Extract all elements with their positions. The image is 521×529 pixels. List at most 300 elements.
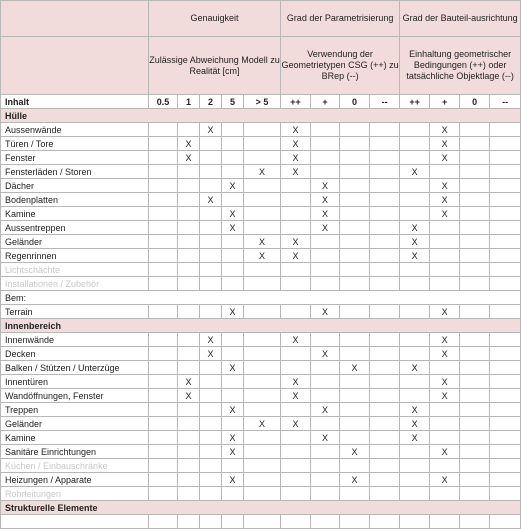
mark-cell xyxy=(400,305,430,319)
mark-cell xyxy=(370,179,400,193)
mark-cell: X xyxy=(178,375,200,389)
mark-cell: X xyxy=(340,445,370,459)
header-group-parametrization: Grad der Parametrisierung xyxy=(281,1,400,37)
mark-cell xyxy=(460,473,490,487)
mark-cell xyxy=(222,137,244,151)
mark-cell xyxy=(281,403,311,417)
mark-cell xyxy=(311,151,340,165)
mark-cell xyxy=(149,235,178,249)
mark-cell xyxy=(340,431,370,445)
header-group-accuracy: Genauigkeit xyxy=(149,1,281,37)
mark-cell: X xyxy=(222,445,244,459)
table-row xyxy=(1,179,521,193)
mark-cell xyxy=(340,151,370,165)
mark-cell: X xyxy=(200,333,222,347)
mark-cell xyxy=(490,445,521,459)
mark-cell xyxy=(430,235,460,249)
mark-cell xyxy=(370,263,400,277)
mark-cell xyxy=(200,305,222,319)
mark-cell xyxy=(340,165,370,179)
mark-cell xyxy=(400,333,430,347)
mark-cell xyxy=(490,403,521,417)
table-row xyxy=(1,123,521,137)
mark-cell: X xyxy=(222,473,244,487)
column-header: -- xyxy=(370,95,400,109)
mark-cell: X xyxy=(311,431,340,445)
mark-cell xyxy=(460,403,490,417)
mark-cell xyxy=(222,347,244,361)
mark-cell xyxy=(281,221,311,235)
mark-cell xyxy=(430,487,460,501)
mark-cell xyxy=(200,445,222,459)
mark-cell: X xyxy=(281,235,311,249)
mark-cell xyxy=(400,151,430,165)
mark-cell xyxy=(460,165,490,179)
mark-cell xyxy=(370,375,400,389)
mark-cell xyxy=(490,249,521,263)
mark-cell xyxy=(200,249,222,263)
mark-cell: X xyxy=(311,403,340,417)
mark-cell xyxy=(200,375,222,389)
mark-cell xyxy=(340,193,370,207)
table-row xyxy=(1,473,521,487)
mark-cell xyxy=(490,193,521,207)
column-header: 1 xyxy=(178,95,200,109)
mark-cell xyxy=(178,333,200,347)
mark-cell xyxy=(400,389,430,403)
mark-cell xyxy=(370,445,400,459)
mark-cell xyxy=(222,277,244,291)
mark-cell xyxy=(281,347,311,361)
mark-cell xyxy=(370,277,400,291)
row-label: Geländer xyxy=(1,417,149,431)
mark-cell: X xyxy=(430,333,460,347)
mark-cell xyxy=(244,431,281,445)
mark-cell xyxy=(149,445,178,459)
mark-cell xyxy=(370,403,400,417)
mark-cell xyxy=(281,179,311,193)
row-label: Küchen / Einbauschränke xyxy=(1,459,149,473)
mark-cell xyxy=(178,473,200,487)
mark-cell xyxy=(490,277,521,291)
mark-cell xyxy=(370,235,400,249)
row-label: Innentüren xyxy=(1,375,149,389)
mark-cell xyxy=(200,417,222,431)
mark-cell xyxy=(430,417,460,431)
row-label: Fensterläden / Storen xyxy=(1,165,149,179)
table-row xyxy=(1,403,521,417)
mark-cell xyxy=(200,459,222,473)
mark-cell xyxy=(370,193,400,207)
mark-cell xyxy=(149,333,178,347)
mark-cell xyxy=(400,473,430,487)
mark-cell xyxy=(222,389,244,403)
mark-cell: X xyxy=(311,305,340,319)
mark-cell xyxy=(149,305,178,319)
column-header: 0.5 xyxy=(149,95,178,109)
mark-cell: X xyxy=(244,417,281,431)
mark-cell: X xyxy=(222,305,244,319)
mark-cell xyxy=(370,333,400,347)
mark-cell xyxy=(490,207,521,221)
table-row xyxy=(1,389,521,403)
mark-cell xyxy=(460,389,490,403)
mark-cell xyxy=(400,445,430,459)
mark-cell xyxy=(400,179,430,193)
row-label: Türen / Tore xyxy=(1,137,149,151)
mark-cell xyxy=(222,459,244,473)
mark-cell xyxy=(178,361,200,375)
mark-cell: X xyxy=(311,221,340,235)
mark-cell: X xyxy=(400,165,430,179)
header-empty xyxy=(1,1,149,37)
mark-cell xyxy=(460,347,490,361)
mark-cell: X xyxy=(430,193,460,207)
mark-cell xyxy=(281,473,311,487)
row-label: Terrain xyxy=(1,305,149,319)
column-header: -- xyxy=(490,95,521,109)
mark-cell xyxy=(460,417,490,431)
mark-cell xyxy=(149,221,178,235)
mark-cell xyxy=(281,459,311,473)
mark-cell xyxy=(400,487,430,501)
mark-cell xyxy=(400,375,430,389)
mark-cell xyxy=(490,263,521,277)
mark-cell xyxy=(178,221,200,235)
mark-cell: X xyxy=(244,235,281,249)
mark-cell xyxy=(200,151,222,165)
mark-cell: X xyxy=(430,389,460,403)
section-title: Strukturelle Elemente xyxy=(1,501,521,515)
mark-cell xyxy=(370,249,400,263)
mark-cell xyxy=(340,487,370,501)
mark-cell xyxy=(178,179,200,193)
mark-cell xyxy=(149,361,178,375)
mark-cell xyxy=(460,123,490,137)
mark-cell xyxy=(460,459,490,473)
mark-cell xyxy=(311,487,340,501)
mark-cell xyxy=(149,417,178,431)
table-row xyxy=(1,291,521,305)
mark-cell xyxy=(430,361,460,375)
mark-cell xyxy=(460,193,490,207)
mark-cell: X xyxy=(200,347,222,361)
mark-cell xyxy=(490,221,521,235)
mark-cell xyxy=(200,277,222,291)
mark-cell xyxy=(244,151,281,165)
mark-cell xyxy=(200,263,222,277)
mark-cell xyxy=(222,235,244,249)
mark-cell xyxy=(149,277,178,291)
mark-cell xyxy=(370,123,400,137)
mark-cell: X xyxy=(178,389,200,403)
mark-cell: X xyxy=(430,151,460,165)
mark-cell xyxy=(178,459,200,473)
mark-cell xyxy=(281,445,311,459)
header-group-alignment: Grad der Bauteil-ausrichtung xyxy=(400,1,521,37)
section-title: Hülle xyxy=(1,109,521,123)
mark-cell xyxy=(244,347,281,361)
mark-cell xyxy=(370,347,400,361)
mark-cell xyxy=(178,277,200,291)
mark-cell xyxy=(149,375,178,389)
mark-cell xyxy=(311,123,340,137)
mark-cell xyxy=(311,375,340,389)
mark-cell xyxy=(430,263,460,277)
mark-cell: X xyxy=(222,431,244,445)
table-row xyxy=(1,263,521,277)
mark-cell xyxy=(460,263,490,277)
mark-cell xyxy=(178,249,200,263)
mark-cell: X xyxy=(281,123,311,137)
mark-cell xyxy=(281,263,311,277)
mark-cell xyxy=(460,277,490,291)
column-header: 0 xyxy=(340,95,370,109)
mark-cell xyxy=(244,445,281,459)
row-label: Aussenwände xyxy=(1,123,149,137)
mark-cell: X xyxy=(222,179,244,193)
mark-cell xyxy=(460,249,490,263)
column-header: ++ xyxy=(281,95,311,109)
mark-cell xyxy=(490,333,521,347)
mark-cell xyxy=(340,417,370,431)
mark-cell xyxy=(460,361,490,375)
mark-cell xyxy=(400,459,430,473)
mark-cell xyxy=(490,487,521,501)
header-empty-2 xyxy=(1,37,149,95)
mark-cell xyxy=(460,235,490,249)
mark-cell xyxy=(340,347,370,361)
mark-cell xyxy=(244,375,281,389)
column-header: 2 xyxy=(200,95,222,109)
mark-cell xyxy=(340,403,370,417)
row-label: Treppen xyxy=(1,403,149,417)
mark-cell xyxy=(400,263,430,277)
mark-cell xyxy=(340,137,370,151)
header-desc-accuracy: Zulässige Abweichung Modell zu Realität [cm] xyxy=(149,37,281,95)
mark-cell: X xyxy=(200,193,222,207)
row-label: Kamine xyxy=(1,207,149,221)
row-label: Bodenplatten xyxy=(1,193,149,207)
mark-cell xyxy=(490,417,521,431)
mark-cell xyxy=(490,165,521,179)
mark-cell xyxy=(149,151,178,165)
mark-cell xyxy=(311,263,340,277)
mark-cell: X xyxy=(400,235,430,249)
mark-cell xyxy=(178,235,200,249)
mark-cell xyxy=(149,165,178,179)
mark-cell xyxy=(244,305,281,319)
mark-cell xyxy=(311,277,340,291)
mark-cell xyxy=(311,235,340,249)
mark-cell: X xyxy=(281,137,311,151)
mark-cell xyxy=(244,459,281,473)
mark-cell: X xyxy=(430,305,460,319)
mark-cell xyxy=(340,179,370,193)
row-label: Wandöffnungen, Fenster xyxy=(1,389,149,403)
row-label: Installationen / Zubehör xyxy=(1,277,149,291)
mark-cell xyxy=(178,403,200,417)
mark-cell xyxy=(460,207,490,221)
mark-cell xyxy=(200,235,222,249)
mark-cell xyxy=(149,487,178,501)
mark-cell xyxy=(430,431,460,445)
row-label: Sanitäre Einrichtungen xyxy=(1,445,149,459)
mark-cell xyxy=(311,473,340,487)
row-label: Kamine xyxy=(1,431,149,445)
column-header: + xyxy=(430,95,460,109)
mark-cell xyxy=(490,375,521,389)
mark-cell xyxy=(340,333,370,347)
mark-cell xyxy=(200,165,222,179)
mark-cell xyxy=(222,193,244,207)
mark-cell xyxy=(460,375,490,389)
mark-cell xyxy=(244,123,281,137)
mark-cell: X xyxy=(178,137,200,151)
mark-cell xyxy=(200,403,222,417)
mark-cell xyxy=(200,137,222,151)
mark-cell xyxy=(281,277,311,291)
mark-cell xyxy=(281,487,311,501)
mark-cell xyxy=(281,193,311,207)
column-header: 5 xyxy=(222,95,244,109)
mark-cell xyxy=(244,487,281,501)
mark-cell: X xyxy=(244,165,281,179)
mark-cell xyxy=(244,137,281,151)
mark-cell xyxy=(200,179,222,193)
mark-cell: X xyxy=(222,207,244,221)
mark-cell xyxy=(200,431,222,445)
table-row xyxy=(1,235,521,249)
mark-cell xyxy=(244,263,281,277)
mark-cell xyxy=(200,473,222,487)
column-header: > 5 xyxy=(244,95,281,109)
mark-cell: X xyxy=(244,249,281,263)
header-desc-alignment: Einhaltung geometrischer Bedingungen (++) oder tatsächliche Objektlage (--) xyxy=(400,37,521,95)
mark-cell xyxy=(370,305,400,319)
header-desc-parametrization: Verwendung der Geometrietypen CSG (++) zu BRep (--) xyxy=(281,37,400,95)
mark-cell xyxy=(490,123,521,137)
table-row xyxy=(1,277,521,291)
mark-cell xyxy=(370,137,400,151)
mark-cell xyxy=(490,389,521,403)
mark-cell xyxy=(244,221,281,235)
row-label: Fenster xyxy=(1,151,149,165)
mark-cell xyxy=(149,249,178,263)
mark-cell xyxy=(370,151,400,165)
row-label: Regenrinnen xyxy=(1,249,149,263)
table-row xyxy=(1,193,521,207)
mark-cell xyxy=(340,389,370,403)
mark-cell xyxy=(340,305,370,319)
mark-cell xyxy=(178,207,200,221)
table-row xyxy=(1,221,521,235)
table-row xyxy=(1,417,521,431)
mark-cell xyxy=(340,123,370,137)
mark-cell xyxy=(430,165,460,179)
mark-cell xyxy=(178,347,200,361)
mark-cell xyxy=(490,151,521,165)
row-label: Lichtschächte xyxy=(1,263,149,277)
mark-cell xyxy=(200,207,222,221)
mark-cell xyxy=(311,333,340,347)
mark-cell xyxy=(281,207,311,221)
mark-cell xyxy=(490,431,521,445)
mark-cell: X xyxy=(400,361,430,375)
mark-cell xyxy=(222,333,244,347)
table-row xyxy=(1,431,521,445)
mark-cell xyxy=(311,361,340,375)
mark-cell: X xyxy=(400,249,430,263)
mark-cell xyxy=(222,151,244,165)
mark-cell: X xyxy=(311,193,340,207)
mark-cell xyxy=(460,137,490,151)
row-label: Bem: xyxy=(1,291,521,305)
mark-cell xyxy=(370,487,400,501)
mark-cell xyxy=(490,179,521,193)
mark-cell xyxy=(178,263,200,277)
mark-cell xyxy=(149,137,178,151)
mark-cell xyxy=(178,417,200,431)
mark-cell: X xyxy=(430,207,460,221)
mark-cell xyxy=(460,221,490,235)
mark-cell xyxy=(178,123,200,137)
mark-cell xyxy=(490,347,521,361)
row-label: Rohrleitungen xyxy=(1,487,149,501)
mark-cell xyxy=(460,445,490,459)
row-label: Geländer xyxy=(1,235,149,249)
mark-cell xyxy=(281,305,311,319)
mark-cell xyxy=(149,179,178,193)
mark-cell: X xyxy=(222,403,244,417)
mark-cell xyxy=(178,193,200,207)
table-row xyxy=(1,151,521,165)
mark-cell xyxy=(490,137,521,151)
mark-cell xyxy=(340,277,370,291)
mark-cell xyxy=(281,361,311,375)
table-row xyxy=(1,305,521,319)
mark-cell xyxy=(149,207,178,221)
mark-cell xyxy=(430,221,460,235)
mark-cell: X xyxy=(400,431,430,445)
mark-cell xyxy=(200,487,222,501)
mark-cell xyxy=(178,487,200,501)
mark-cell xyxy=(370,361,400,375)
mark-cell: X xyxy=(178,151,200,165)
mark-cell xyxy=(244,333,281,347)
mark-cell xyxy=(340,207,370,221)
mark-cell xyxy=(244,361,281,375)
mark-cell xyxy=(149,389,178,403)
mark-cell xyxy=(490,235,521,249)
mark-cell: X xyxy=(430,137,460,151)
mark-cell: X xyxy=(311,207,340,221)
mark-cell xyxy=(222,165,244,179)
table-row xyxy=(1,445,521,459)
mark-cell xyxy=(149,263,178,277)
row-label: Innenwände xyxy=(1,333,149,347)
table-row xyxy=(1,375,521,389)
mark-cell xyxy=(400,207,430,221)
mark-cell xyxy=(490,361,521,375)
mark-cell: X xyxy=(430,179,460,193)
column-header: + xyxy=(311,95,340,109)
mark-cell xyxy=(149,431,178,445)
mark-cell xyxy=(222,249,244,263)
mark-cell: X xyxy=(222,221,244,235)
mark-cell xyxy=(244,389,281,403)
row-label: Dächer xyxy=(1,179,149,193)
